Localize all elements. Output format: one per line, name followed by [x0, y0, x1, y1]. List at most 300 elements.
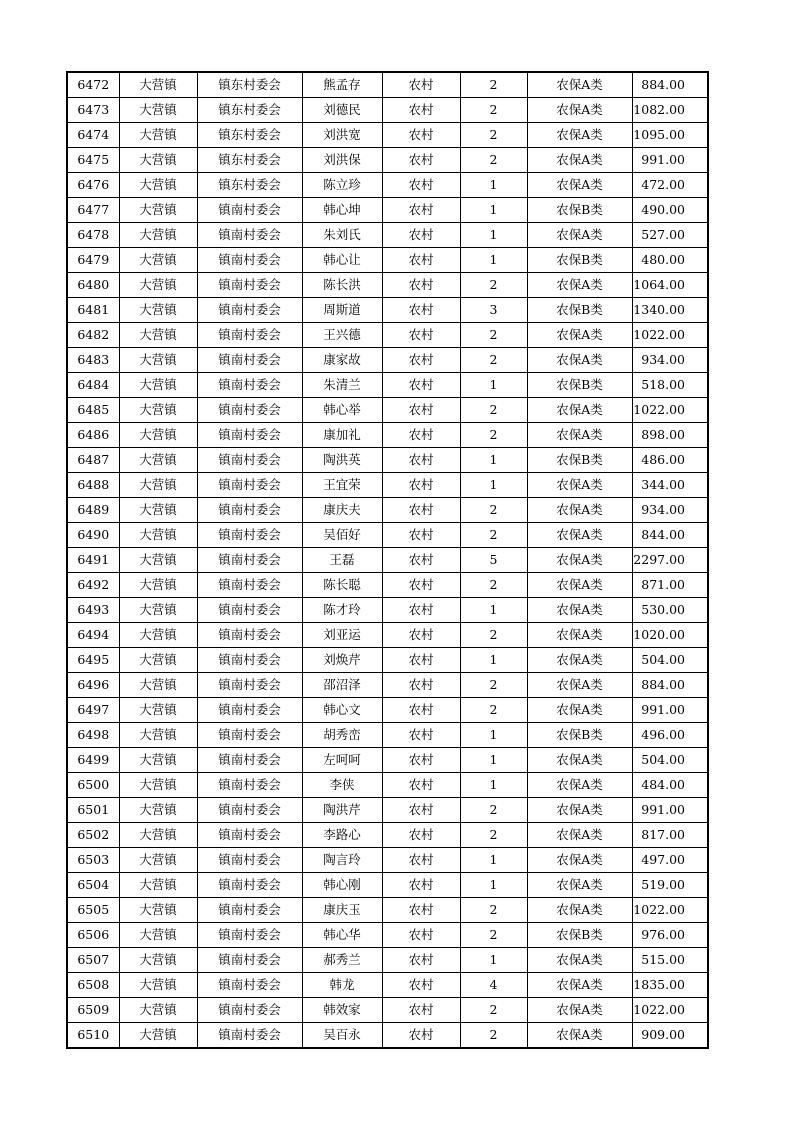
- name-cell: 陈长洪: [302, 273, 382, 298]
- area-type-cell: 农村: [382, 248, 460, 273]
- category-cell: 农保A类: [527, 1023, 632, 1049]
- amount-cell: 1082.00: [632, 98, 708, 123]
- table-row: [67, 773, 708, 798]
- name-cell: 郝秀兰: [302, 948, 382, 973]
- name-cell: 康家故: [302, 348, 382, 373]
- table-row: [67, 72, 708, 98]
- area-type-cell: 农村: [382, 748, 460, 773]
- household-size-cell: 1: [460, 198, 527, 223]
- area-type-cell: 农村: [382, 948, 460, 973]
- household-size-cell: 2: [460, 623, 527, 648]
- household-size-cell: 2: [460, 798, 527, 823]
- serial-number-cell: 6488: [67, 473, 119, 498]
- category-cell: 农保A类: [527, 223, 632, 248]
- area-type-cell: 农村: [382, 823, 460, 848]
- town-cell: 大营镇: [119, 773, 197, 798]
- serial-number-cell: 6504: [67, 873, 119, 898]
- area-type-cell: 农村: [382, 873, 460, 898]
- household-size-cell: 1: [460, 248, 527, 273]
- amount-cell: 472.00: [632, 173, 708, 198]
- name-cell: 刘亚运: [302, 623, 382, 648]
- amount-cell: 898.00: [632, 423, 708, 448]
- village-cell: 镇南村委会: [197, 723, 302, 748]
- area-type-cell: 农村: [382, 173, 460, 198]
- area-type-cell: 农村: [382, 523, 460, 548]
- name-cell: 刘洪保: [302, 148, 382, 173]
- table-row: [67, 898, 708, 923]
- village-cell: 镇南村委会: [197, 273, 302, 298]
- table-row: [67, 498, 708, 523]
- category-cell: 农保A类: [527, 98, 632, 123]
- town-cell: 大营镇: [119, 423, 197, 448]
- town-cell: 大营镇: [119, 923, 197, 948]
- amount-cell: 504.00: [632, 648, 708, 673]
- table-row: [67, 98, 708, 123]
- area-type-cell: 农村: [382, 623, 460, 648]
- amount-cell: 817.00: [632, 823, 708, 848]
- name-cell: 韩心举: [302, 398, 382, 423]
- table-row: [67, 748, 708, 773]
- amount-cell: 1022.00: [632, 898, 708, 923]
- table-row: [67, 448, 708, 473]
- amount-cell: 1022.00: [632, 398, 708, 423]
- area-type-cell: 农村: [382, 573, 460, 598]
- area-type-cell: 农村: [382, 848, 460, 873]
- table-row: [67, 173, 708, 198]
- town-cell: 大营镇: [119, 823, 197, 848]
- category-cell: 农保A类: [527, 523, 632, 548]
- amount-cell: 497.00: [632, 848, 708, 873]
- name-cell: 李路心: [302, 823, 382, 848]
- area-type-cell: 农村: [382, 323, 460, 348]
- category-cell: 农保A类: [527, 898, 632, 923]
- town-cell: 大营镇: [119, 148, 197, 173]
- category-cell: 农保A类: [527, 673, 632, 698]
- table-row: [67, 298, 708, 323]
- name-cell: 陶洪英: [302, 448, 382, 473]
- amount-cell: 1064.00: [632, 273, 708, 298]
- village-cell: 镇南村委会: [197, 398, 302, 423]
- area-type-cell: 农村: [382, 723, 460, 748]
- table-row: [67, 798, 708, 823]
- area-type-cell: 农村: [382, 798, 460, 823]
- town-cell: 大营镇: [119, 998, 197, 1023]
- village-cell: 镇南村委会: [197, 823, 302, 848]
- serial-number-cell: 6476: [67, 173, 119, 198]
- amount-cell: 1020.00: [632, 623, 708, 648]
- amount-cell: 519.00: [632, 873, 708, 898]
- serial-number-cell: 6492: [67, 573, 119, 598]
- serial-number-cell: 6481: [67, 298, 119, 323]
- amount-cell: 909.00: [632, 1023, 708, 1049]
- area-type-cell: 农村: [382, 273, 460, 298]
- town-cell: 大营镇: [119, 673, 197, 698]
- category-cell: 农保A类: [527, 623, 632, 648]
- area-type-cell: 农村: [382, 298, 460, 323]
- village-cell: 镇南村委会: [197, 923, 302, 948]
- serial-number-cell: 6473: [67, 98, 119, 123]
- household-size-cell: 2: [460, 998, 527, 1023]
- name-cell: 王兴德: [302, 323, 382, 348]
- serial-number-cell: 6498: [67, 723, 119, 748]
- household-size-cell: 5: [460, 548, 527, 573]
- serial-number-cell: 6489: [67, 498, 119, 523]
- area-type-cell: 农村: [382, 673, 460, 698]
- village-cell: 镇南村委会: [197, 748, 302, 773]
- household-size-cell: 2: [460, 348, 527, 373]
- category-cell: 农保B类: [527, 198, 632, 223]
- area-type-cell: 农村: [382, 148, 460, 173]
- town-cell: 大营镇: [119, 348, 197, 373]
- village-cell: 镇南村委会: [197, 598, 302, 623]
- table-row: [67, 723, 708, 748]
- name-cell: 刘德民: [302, 98, 382, 123]
- category-cell: 农保B类: [527, 248, 632, 273]
- category-cell: 农保A类: [527, 72, 632, 98]
- household-size-cell: 1: [460, 473, 527, 498]
- village-cell: 镇南村委会: [197, 1023, 302, 1049]
- town-cell: 大营镇: [119, 1023, 197, 1049]
- amount-cell: 884.00: [632, 72, 708, 98]
- table-row: [67, 823, 708, 848]
- category-cell: 农保A类: [527, 873, 632, 898]
- serial-number-cell: 6499: [67, 748, 119, 773]
- village-cell: 镇南村委会: [197, 998, 302, 1023]
- serial-number-cell: 6477: [67, 198, 119, 223]
- name-cell: 李侠: [302, 773, 382, 798]
- serial-number-cell: 6502: [67, 823, 119, 848]
- area-type-cell: 农村: [382, 348, 460, 373]
- household-size-cell: 2: [460, 72, 527, 98]
- town-cell: 大营镇: [119, 623, 197, 648]
- category-cell: 农保A类: [527, 123, 632, 148]
- category-cell: 农保A类: [527, 773, 632, 798]
- village-cell: 镇南村委会: [197, 648, 302, 673]
- town-cell: 大营镇: [119, 698, 197, 723]
- village-cell: 镇东村委会: [197, 148, 302, 173]
- name-cell: 康庆玉: [302, 898, 382, 923]
- household-size-cell: 1: [460, 948, 527, 973]
- town-cell: 大营镇: [119, 648, 197, 673]
- town-cell: 大营镇: [119, 173, 197, 198]
- village-cell: 镇南村委会: [197, 523, 302, 548]
- amount-cell: 1095.00: [632, 123, 708, 148]
- table-row: [67, 373, 708, 398]
- town-cell: 大营镇: [119, 973, 197, 998]
- name-cell: 陈立珍: [302, 173, 382, 198]
- name-cell: 朱刘氏: [302, 223, 382, 248]
- town-cell: 大营镇: [119, 798, 197, 823]
- amount-cell: 871.00: [632, 573, 708, 598]
- town-cell: 大营镇: [119, 498, 197, 523]
- town-cell: 大营镇: [119, 123, 197, 148]
- town-cell: 大营镇: [119, 723, 197, 748]
- name-cell: 吴百永: [302, 1023, 382, 1049]
- village-cell: 镇南村委会: [197, 498, 302, 523]
- amount-cell: 344.00: [632, 473, 708, 498]
- category-cell: 农保A类: [527, 148, 632, 173]
- household-size-cell: 2: [460, 923, 527, 948]
- serial-number-cell: 6510: [67, 1023, 119, 1049]
- village-cell: 镇南村委会: [197, 773, 302, 798]
- village-cell: 镇南村委会: [197, 373, 302, 398]
- serial-number-cell: 6482: [67, 323, 119, 348]
- town-cell: 大营镇: [119, 473, 197, 498]
- table-row: [67, 873, 708, 898]
- village-cell: 镇南村委会: [197, 798, 302, 823]
- table-row: [67, 698, 708, 723]
- area-type-cell: 农村: [382, 448, 460, 473]
- household-size-cell: 2: [460, 273, 527, 298]
- category-cell: 农保A类: [527, 848, 632, 873]
- name-cell: 韩心让: [302, 248, 382, 273]
- table-row: [67, 573, 708, 598]
- table-body: [67, 72, 708, 1048]
- household-size-cell: 2: [460, 398, 527, 423]
- category-cell: 农保A类: [527, 973, 632, 998]
- name-cell: 王磊: [302, 548, 382, 573]
- household-size-cell: 2: [460, 423, 527, 448]
- village-cell: 镇南村委会: [197, 348, 302, 373]
- area-type-cell: 农村: [382, 1023, 460, 1049]
- name-cell: 刘洪宽: [302, 123, 382, 148]
- village-cell: 镇南村委会: [197, 198, 302, 223]
- village-cell: 镇南村委会: [197, 298, 302, 323]
- household-size-cell: 1: [460, 373, 527, 398]
- category-cell: 农保B类: [527, 723, 632, 748]
- category-cell: 农保A类: [527, 698, 632, 723]
- serial-number-cell: 6475: [67, 148, 119, 173]
- village-cell: 镇南村委会: [197, 848, 302, 873]
- table-row: [67, 673, 708, 698]
- serial-number-cell: 6491: [67, 548, 119, 573]
- serial-number-cell: 6472: [67, 72, 119, 98]
- name-cell: 刘焕芹: [302, 648, 382, 673]
- household-size-cell: 1: [460, 223, 527, 248]
- town-cell: 大营镇: [119, 848, 197, 873]
- table-row: [67, 998, 708, 1023]
- table-row: [67, 198, 708, 223]
- town-cell: 大营镇: [119, 223, 197, 248]
- name-cell: 陶言玲: [302, 848, 382, 873]
- name-cell: 胡秀峦: [302, 723, 382, 748]
- household-size-cell: 2: [460, 1023, 527, 1049]
- serial-number-cell: 6501: [67, 798, 119, 823]
- village-cell: 镇南村委会: [197, 473, 302, 498]
- village-cell: 镇南村委会: [197, 873, 302, 898]
- category-cell: 农保A类: [527, 273, 632, 298]
- serial-number-cell: 6493: [67, 598, 119, 623]
- name-cell: 朱清兰: [302, 373, 382, 398]
- village-cell: 镇南村委会: [197, 673, 302, 698]
- serial-number-cell: 6505: [67, 898, 119, 923]
- table-row: [67, 423, 708, 448]
- household-size-cell: 2: [460, 123, 527, 148]
- town-cell: 大营镇: [119, 948, 197, 973]
- town-cell: 大营镇: [119, 98, 197, 123]
- area-type-cell: 农村: [382, 598, 460, 623]
- category-cell: 农保A类: [527, 473, 632, 498]
- category-cell: 农保B类: [527, 448, 632, 473]
- town-cell: 大营镇: [119, 898, 197, 923]
- table-row: [67, 123, 708, 148]
- name-cell: 周斯道: [302, 298, 382, 323]
- name-cell: 王宜荣: [302, 473, 382, 498]
- village-cell: 镇南村委会: [197, 448, 302, 473]
- amount-cell: 1340.00: [632, 298, 708, 323]
- town-cell: 大营镇: [119, 72, 197, 98]
- table-row: [67, 648, 708, 673]
- serial-number-cell: 6496: [67, 673, 119, 698]
- serial-number-cell: 6507: [67, 948, 119, 973]
- household-size-cell: 2: [460, 698, 527, 723]
- category-cell: 农保A类: [527, 823, 632, 848]
- category-cell: 农保A类: [527, 748, 632, 773]
- name-cell: 吴佰好: [302, 523, 382, 548]
- household-size-cell: 1: [460, 773, 527, 798]
- serial-number-cell: 6480: [67, 273, 119, 298]
- area-type-cell: 农村: [382, 423, 460, 448]
- town-cell: 大营镇: [119, 273, 197, 298]
- town-cell: 大营镇: [119, 523, 197, 548]
- village-cell: 镇南村委会: [197, 948, 302, 973]
- area-type-cell: 农村: [382, 773, 460, 798]
- table-row: [67, 848, 708, 873]
- amount-cell: 515.00: [632, 948, 708, 973]
- name-cell: 韩心华: [302, 923, 382, 948]
- household-size-cell: 2: [460, 523, 527, 548]
- relief-list-table: [66, 71, 709, 1049]
- category-cell: 农保A类: [527, 598, 632, 623]
- area-type-cell: 农村: [382, 223, 460, 248]
- category-cell: 农保A类: [527, 998, 632, 1023]
- village-cell: 镇南村委会: [197, 223, 302, 248]
- area-type-cell: 农村: [382, 648, 460, 673]
- table-row: [67, 323, 708, 348]
- category-cell: 农保A类: [527, 573, 632, 598]
- name-cell: 陈才玲: [302, 598, 382, 623]
- serial-number-cell: 6487: [67, 448, 119, 473]
- village-cell: 镇南村委会: [197, 623, 302, 648]
- amount-cell: 934.00: [632, 348, 708, 373]
- village-cell: 镇南村委会: [197, 898, 302, 923]
- household-size-cell: 1: [460, 598, 527, 623]
- household-size-cell: 2: [460, 98, 527, 123]
- table-row: [67, 623, 708, 648]
- name-cell: 韩心文: [302, 698, 382, 723]
- village-cell: 镇东村委会: [197, 72, 302, 98]
- household-size-cell: 2: [460, 498, 527, 523]
- household-size-cell: 1: [460, 723, 527, 748]
- name-cell: 韩心坤: [302, 198, 382, 223]
- category-cell: 农保B类: [527, 923, 632, 948]
- serial-number-cell: 6485: [67, 398, 119, 423]
- amount-cell: 527.00: [632, 223, 708, 248]
- serial-number-cell: 6490: [67, 523, 119, 548]
- amount-cell: 490.00: [632, 198, 708, 223]
- category-cell: 农保A类: [527, 648, 632, 673]
- name-cell: 康加礼: [302, 423, 382, 448]
- amount-cell: 1022.00: [632, 998, 708, 1023]
- amount-cell: 480.00: [632, 248, 708, 273]
- area-type-cell: 农村: [382, 398, 460, 423]
- serial-number-cell: 6497: [67, 698, 119, 723]
- town-cell: 大营镇: [119, 323, 197, 348]
- amount-cell: 844.00: [632, 523, 708, 548]
- category-cell: 农保A类: [527, 348, 632, 373]
- category-cell: 农保A类: [527, 948, 632, 973]
- serial-number-cell: 6503: [67, 848, 119, 873]
- household-size-cell: 1: [460, 748, 527, 773]
- table-row: [67, 148, 708, 173]
- table-row: [67, 548, 708, 573]
- household-size-cell: 1: [460, 848, 527, 873]
- household-size-cell: 2: [460, 898, 527, 923]
- area-type-cell: 农村: [382, 923, 460, 948]
- table-row: [67, 973, 708, 998]
- area-type-cell: 农村: [382, 973, 460, 998]
- town-cell: 大营镇: [119, 573, 197, 598]
- amount-cell: 1835.00: [632, 973, 708, 998]
- table-row: [67, 273, 708, 298]
- area-type-cell: 农村: [382, 898, 460, 923]
- category-cell: 农保A类: [527, 548, 632, 573]
- amount-cell: 1022.00: [632, 323, 708, 348]
- household-size-cell: 1: [460, 873, 527, 898]
- amount-cell: 530.00: [632, 598, 708, 623]
- area-type-cell: 农村: [382, 373, 460, 398]
- amount-cell: 976.00: [632, 923, 708, 948]
- table-row: [67, 223, 708, 248]
- category-cell: 农保B类: [527, 373, 632, 398]
- household-size-cell: 1: [460, 448, 527, 473]
- amount-cell: 884.00: [632, 673, 708, 698]
- amount-cell: 934.00: [632, 498, 708, 523]
- serial-number-cell: 6486: [67, 423, 119, 448]
- household-size-cell: 2: [460, 823, 527, 848]
- table-row: [67, 473, 708, 498]
- household-size-cell: 3: [460, 298, 527, 323]
- serial-number-cell: 6479: [67, 248, 119, 273]
- serial-number-cell: 6494: [67, 623, 119, 648]
- household-size-cell: 2: [460, 673, 527, 698]
- village-cell: 镇南村委会: [197, 573, 302, 598]
- household-size-cell: 2: [460, 148, 527, 173]
- name-cell: 左呵呵: [302, 748, 382, 773]
- table-row: [67, 348, 708, 373]
- amount-cell: 486.00: [632, 448, 708, 473]
- area-type-cell: 农村: [382, 72, 460, 98]
- area-type-cell: 农村: [382, 998, 460, 1023]
- amount-cell: 496.00: [632, 723, 708, 748]
- table-row: [67, 523, 708, 548]
- town-cell: 大营镇: [119, 548, 197, 573]
- area-type-cell: 农村: [382, 698, 460, 723]
- village-cell: 镇南村委会: [197, 323, 302, 348]
- area-type-cell: 农村: [382, 498, 460, 523]
- category-cell: 农保B类: [527, 298, 632, 323]
- serial-number-cell: 6495: [67, 648, 119, 673]
- name-cell: 邵沼泽: [302, 673, 382, 698]
- serial-number-cell: 6508: [67, 973, 119, 998]
- village-cell: 镇东村委会: [197, 123, 302, 148]
- area-type-cell: 农村: [382, 198, 460, 223]
- name-cell: 熊孟存: [302, 72, 382, 98]
- village-cell: 镇东村委会: [197, 98, 302, 123]
- household-size-cell: 2: [460, 573, 527, 598]
- serial-number-cell: 6478: [67, 223, 119, 248]
- village-cell: 镇南村委会: [197, 423, 302, 448]
